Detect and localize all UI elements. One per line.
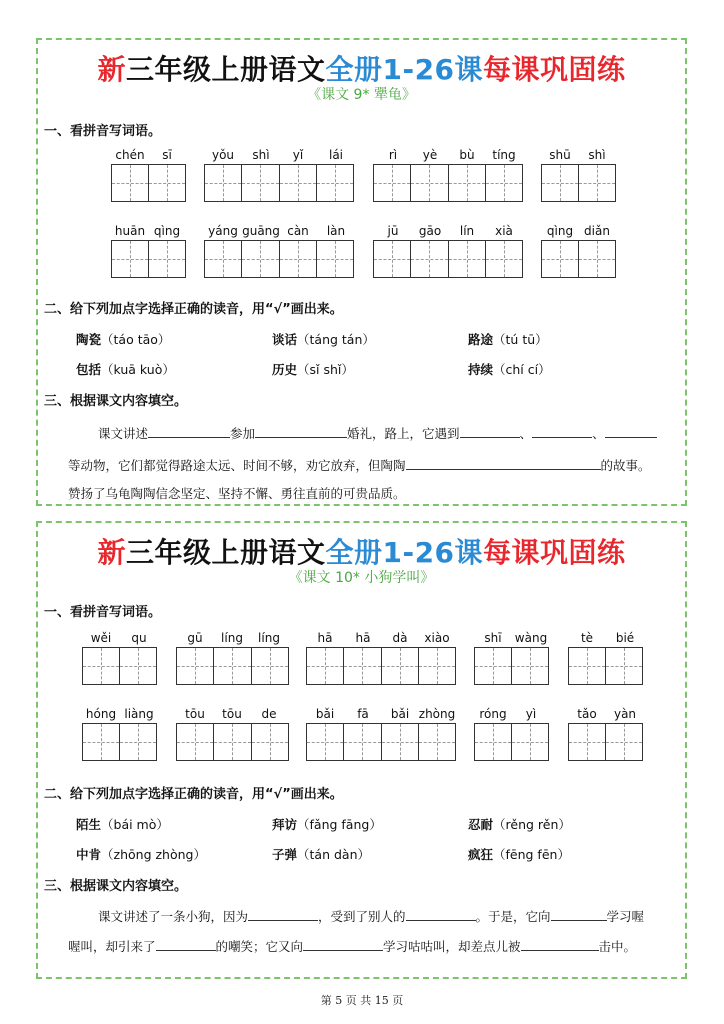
pinyin-label: tíng <box>492 148 516 162</box>
pinyin-label: zhòng <box>418 707 456 721</box>
pinyin-label: yì <box>525 707 537 721</box>
character-grid[interactable] <box>176 723 289 761</box>
fill-line: 课文讲述 参加 婚礼，路上，它遇到 、 、 <box>98 424 657 442</box>
pinyin-label: shì <box>588 148 606 162</box>
pronunciation-choice[interactable]: 谈话（táng tán） <box>272 332 375 347</box>
pinyin-label: yè <box>422 148 438 162</box>
section-heading-pronunciation: 二、给下列加点字选择正确的读音，用“√”画出来。 <box>44 787 343 802</box>
character-grid[interactable] <box>82 647 157 685</box>
character-grid[interactable] <box>82 723 157 761</box>
character-grid[interactable] <box>373 164 523 202</box>
pinyin-label: tōu <box>222 707 242 721</box>
pinyin-label: shì <box>252 148 270 162</box>
pinyin-label: róng <box>479 707 507 721</box>
answer-blank[interactable] <box>255 425 347 438</box>
pronunciation-choice[interactable]: 拜访（fǎng fāng） <box>272 817 382 832</box>
answer-blank[interactable] <box>148 425 230 438</box>
pinyin-label: wàng <box>514 631 548 645</box>
answer-blank[interactable] <box>460 425 520 438</box>
pinyin-label: huān <box>114 224 146 238</box>
character-grid[interactable] <box>474 723 549 761</box>
character-grid[interactable] <box>204 164 354 202</box>
pinyin-label: yáng <box>208 224 238 238</box>
character-grid[interactable] <box>111 240 186 278</box>
pinyin-label: shī <box>484 631 502 645</box>
page-number: 第 5 页 共 15 页 <box>320 994 404 1007</box>
pinyin-label: gū <box>187 631 203 645</box>
pinyin-label: hā <box>317 631 333 645</box>
section-heading-pinyin: 一、看拼音写词语。 <box>44 605 162 620</box>
character-grid[interactable] <box>541 240 616 278</box>
pinyin-label: de <box>261 707 277 721</box>
answer-blank[interactable] <box>406 908 476 921</box>
fill-line: 等动物，它们都觉得路途太远、时间不够，劝它放弃，但陶陶 的故事。 <box>68 458 651 473</box>
pinyin-label: tǎo <box>577 707 597 721</box>
pinyin-label: qìng <box>153 224 181 238</box>
pinyin-label: chén <box>115 148 145 162</box>
pinyin-label: hóng <box>85 707 117 721</box>
pinyin-label: fā <box>357 707 369 721</box>
pinyin-label: bǎi <box>390 707 410 721</box>
character-grid[interactable] <box>474 647 549 685</box>
answer-blank[interactable] <box>521 938 599 951</box>
answer-blank[interactable] <box>605 425 657 438</box>
section-heading-fill: 三、根据课文内容填空。 <box>44 879 188 894</box>
pinyin-label: diǎn <box>584 224 610 238</box>
pronunciation-choice[interactable]: 历史（sǐ shǐ） <box>272 362 354 377</box>
pronunciation-choice[interactable]: 中肯（zhōng zhòng） <box>76 847 206 862</box>
character-grid[interactable] <box>568 723 643 761</box>
pinyin-label: càn <box>287 224 309 238</box>
pinyin-label: yàn <box>613 707 637 721</box>
pinyin-label: liàng <box>124 707 154 721</box>
exercise-card-lesson-10 <box>36 521 687 979</box>
pinyin-label: xiào <box>424 631 450 645</box>
lesson-title: 《课文 10* 小狗学叫》 <box>288 570 435 586</box>
pinyin-label: tè <box>580 631 594 645</box>
pinyin-label: rì <box>388 148 398 162</box>
fill-line: 赞扬了乌龟陶陶信念坚定、坚持不懈、勇往直前的可贵品质。 <box>68 486 406 501</box>
worksheet-title: 新三年级上册语文全册1-26课每课巩固练 <box>97 53 626 86</box>
pronunciation-choice[interactable]: 路途（tú tū） <box>468 332 548 347</box>
pinyin-label: jū <box>387 224 399 238</box>
pinyin-label: lín <box>459 224 475 238</box>
character-grid[interactable] <box>111 164 186 202</box>
pronunciation-choice[interactable]: 陌生（bái mò） <box>76 817 169 832</box>
pronunciation-choice[interactable]: 持续（chí cí） <box>468 362 551 377</box>
pinyin-label: dà <box>392 631 408 645</box>
pinyin-label: sī <box>162 148 172 162</box>
pinyin-label: shū <box>549 148 571 162</box>
pinyin-label: bǎi <box>315 707 335 721</box>
exercise-card-lesson-9 <box>36 38 687 506</box>
pinyin-label: líng <box>258 631 280 645</box>
pinyin-label: qìng <box>546 224 574 238</box>
answer-blank[interactable] <box>551 908 607 921</box>
pinyin-label: wěi <box>90 631 112 645</box>
answer-blank[interactable] <box>303 938 383 951</box>
fill-line: 课文讲述了一条小狗，因为 ，受到了别人的 。于是，它向 学习喔 <box>98 909 645 924</box>
character-grid[interactable] <box>306 723 456 761</box>
pinyin-label: lái <box>328 148 344 162</box>
pinyin-label: yǐ <box>292 148 304 162</box>
section-heading-pronunciation: 二、给下列加点字选择正确的读音，用“√”画出来。 <box>44 302 343 317</box>
pinyin-label: bié <box>615 631 635 645</box>
character-grid[interactable] <box>176 647 289 685</box>
answer-blank[interactable] <box>156 938 216 951</box>
character-grid[interactable] <box>541 164 616 202</box>
lesson-title: 《课文 9* 犟龟》 <box>307 87 416 103</box>
pinyin-label: guāng <box>242 224 280 238</box>
pinyin-label: gāo <box>418 224 442 238</box>
pinyin-label: líng <box>221 631 243 645</box>
character-grid[interactable] <box>373 240 523 278</box>
worksheet-title: 新三年级上册语文全册1-26课每课巩固练 <box>97 536 626 569</box>
pronunciation-choice[interactable]: 疯狂（fēng fēn） <box>468 847 570 862</box>
pinyin-label: tōu <box>185 707 205 721</box>
answer-blank[interactable] <box>532 425 592 438</box>
answer-blank[interactable] <box>406 457 601 470</box>
pinyin-label: yǒu <box>211 148 235 162</box>
character-grid[interactable] <box>306 647 456 685</box>
pinyin-label: hā <box>355 631 371 645</box>
pinyin-label: qu <box>131 631 147 645</box>
pinyin-label: làn <box>326 224 346 238</box>
pinyin-label: bù <box>459 148 475 162</box>
pronunciation-choice[interactable]: 子弹（tán dàn） <box>272 847 370 862</box>
answer-blank[interactable] <box>248 908 318 921</box>
character-grid[interactable] <box>568 647 643 685</box>
character-grid[interactable] <box>204 240 354 278</box>
pronunciation-choice[interactable]: 陶瓷（táo tāo） <box>76 332 171 347</box>
pronunciation-choice[interactable]: 忍耐（rěng rěn） <box>468 817 571 832</box>
pinyin-label: xià <box>495 224 513 238</box>
section-heading-pinyin: 一、看拼音写词语。 <box>44 124 162 139</box>
section-heading-fill: 三、根据课文内容填空。 <box>44 394 188 409</box>
fill-line: 喔叫，却引来了 的嘲笑；它又向 学习咕咕叫，却差点儿被 击中。 <box>68 939 637 954</box>
pronunciation-choice[interactable]: 包括（kuā kuò） <box>76 362 175 377</box>
